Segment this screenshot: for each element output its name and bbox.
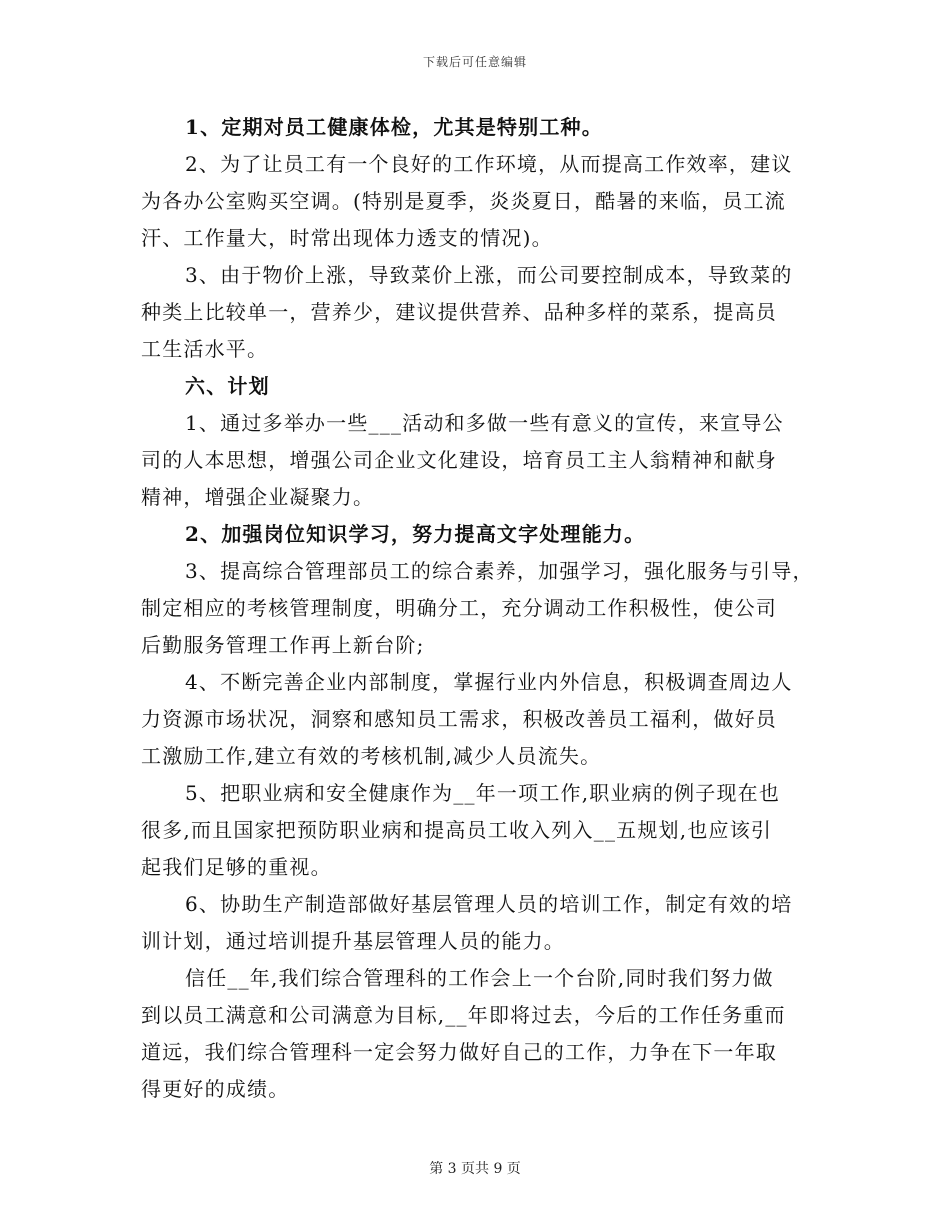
page-header: 下载后可任意编辑 <box>422 55 527 69</box>
paragraph-line: 为各办公室购买空调。(特别是夏季，炎炎夏日，酷暑的来临，员工流 <box>141 189 787 213</box>
paragraph-line: 训计划，通过培训提升基层管理人员的能力。 <box>141 929 565 953</box>
paragraph-line: 3、由于物价上涨，导致菜价上涨，而公司要控制成本，导致菜的 <box>185 263 793 287</box>
paragraph-line: 得更好的成绩。 <box>141 1077 290 1101</box>
paragraph-line: 道远，我们综合管理科一定会努力做好自己的工作，力争在下一年取 <box>141 1040 777 1064</box>
paragraph-line: 汗、工作量大，时常出现体力透支的情况)。 <box>141 226 553 250</box>
paragraph-line: 3、提高综合管理部员工的综合素养，加强学习，强化服务与引导， <box>185 559 814 583</box>
paragraph-line: 信任__年,我们综合管理科的工作会上一个台阶,同时我们努力做 <box>185 966 774 990</box>
section-heading: 六、计划 <box>185 374 270 398</box>
paragraph-line: 力资源市场状况，洞察和感知员工需求，积极改善员工福利，做好员 <box>141 707 777 731</box>
paragraph-line: 6、协助生产制造部做好基层管理人员的培训工作，制定有效的培 <box>185 892 793 916</box>
paragraph-line: 工激励工作,建立有效的考核机制,减少人员流失。 <box>141 744 602 768</box>
paragraph-line: 后勤服务管理工作再上新台阶; <box>141 633 425 657</box>
paragraph-line: 5、把职业病和安全健康作为__年一项工作,职业病的例子现在也 <box>185 781 781 805</box>
paragraph-line: 起我们足够的重视。 <box>141 855 332 879</box>
paragraph-line: 种类上比较单一，营养少，建议提供营养、品种多样的菜系，提高员 <box>141 300 777 324</box>
paragraph-line: 1、通过多举办一些___活动和多做一些有意义的宣传，来宣导公 <box>185 411 784 435</box>
paragraph-line: 司的人本思想，增强公司企业文化建设，培育员工主人翁精神和献身 <box>141 448 777 472</box>
page-number: 第 3 页共 9 页 <box>429 1161 521 1177</box>
paragraph-line: 到以员工满意和公司满意为目标,__年即将过去，今后的工作任务重而 <box>141 1003 786 1027</box>
paragraph-line: 很多,而且国家把预防职业病和提高员工收入列入__五规划,也应该引 <box>141 818 773 842</box>
paragraph-line: 2、为了让员工有一个良好的工作环境，从而提高工作效率，建议 <box>185 152 793 176</box>
paragraph-line: 4、不断完善企业内部制度，掌握行业内外信息，积极调查周边人 <box>185 670 793 694</box>
paragraph-line: 制定相应的考核管理制度，明确分工，充分调动工作积极性，使公司 <box>141 596 777 620</box>
paragraph-line: 1、定期对员工健康体检，尤其是特别工种。 <box>185 115 603 139</box>
paragraph-line: 精神，增强企业凝聚力。 <box>141 485 375 509</box>
paragraph-line: 2、加强岗位知识学习，努力提高文字处理能力。 <box>185 522 646 546</box>
paragraph-line: 工生活水平。 <box>141 337 269 361</box>
